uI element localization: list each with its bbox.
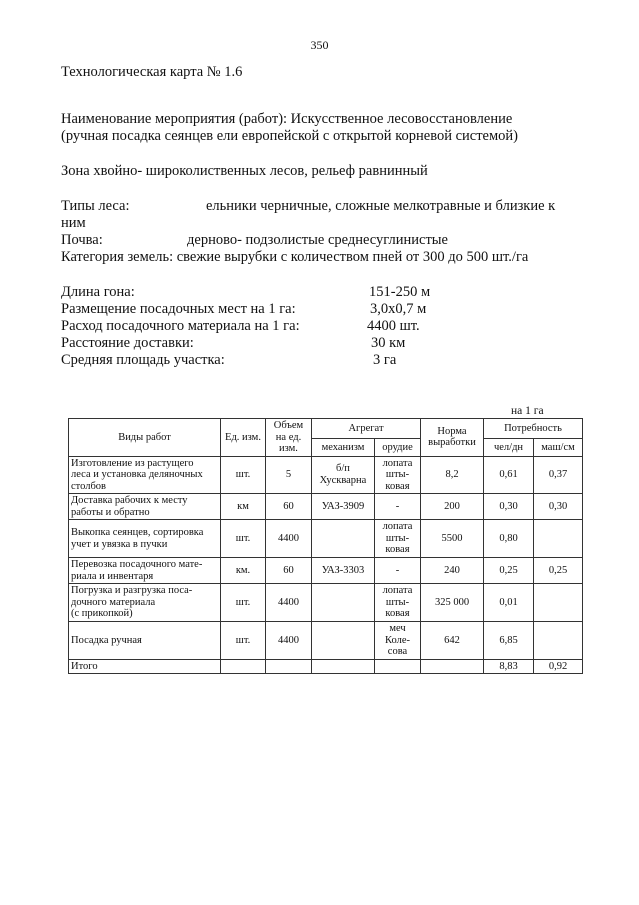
work-volume: 5 bbox=[266, 456, 312, 494]
header-demand: Потребность bbox=[484, 419, 583, 439]
work-mechanism bbox=[312, 584, 375, 622]
total-label: Итого bbox=[69, 659, 221, 674]
work-name: Изготовление из растущего леса и установка деляночных столбов bbox=[69, 456, 221, 494]
activity-name-line-1: Наименование мероприятия (работ): Искусственное лесовосстановление bbox=[61, 111, 513, 127]
work-name: Погрузка и разгрузка поса- дочного материала (с прикопкой) bbox=[69, 584, 221, 622]
table-row bbox=[69, 584, 583, 622]
param-label: Средняя площадь участка: bbox=[61, 352, 225, 368]
land-category-value: свежие вырубки с количеством пней от 300 до 500 шт./га bbox=[176, 249, 529, 265]
total-machine-shifts: 0,92 bbox=[534, 659, 583, 674]
total-empty-cell bbox=[266, 659, 312, 674]
activity-name-line-2: (ручная посадка сеянцев ели европейской с открытой корневой системой) bbox=[61, 128, 518, 144]
work-norm: 200 bbox=[421, 494, 484, 520]
work-name: Перевозка посадочного мате- риала и инвентаря bbox=[69, 558, 221, 584]
forest-types-row bbox=[61, 198, 581, 215]
work-man-days: 0,01 bbox=[484, 584, 534, 622]
header-tool: орудие bbox=[375, 439, 421, 456]
param-row-area bbox=[61, 352, 581, 369]
header-norm: Норма выработки bbox=[421, 419, 484, 457]
work-norm: 5500 bbox=[421, 520, 484, 558]
work-tool: лопата шты- ковая bbox=[375, 520, 421, 558]
header-man-days: чел/дн bbox=[484, 439, 534, 456]
soil-row bbox=[61, 232, 581, 249]
forest-types-label: Типы леса: bbox=[61, 198, 130, 214]
work-volume: 60 bbox=[266, 558, 312, 584]
work-volume: 4400 bbox=[266, 520, 312, 558]
land-category-row bbox=[61, 249, 528, 266]
work-norm: 642 bbox=[421, 622, 484, 660]
work-mechanism: УАЗ-3303 bbox=[312, 558, 375, 584]
table-row bbox=[69, 558, 583, 584]
header-volume: Объем на ед. изм. bbox=[266, 419, 312, 457]
work-mechanism bbox=[312, 622, 375, 660]
header-mechanism: механизм bbox=[312, 439, 375, 456]
soil-label: Почва: bbox=[61, 232, 103, 248]
work-name: Посадка ручная bbox=[69, 622, 221, 660]
work-man-days: 0,80 bbox=[484, 520, 534, 558]
work-norm: 325 000 bbox=[421, 584, 484, 622]
forest-types-continuation: ним bbox=[61, 215, 86, 231]
work-man-days: 0,30 bbox=[484, 494, 534, 520]
param-value: 30 км bbox=[371, 335, 406, 351]
param-label: Длина гона: bbox=[61, 284, 135, 300]
work-mechanism: б/п Хускварна bbox=[312, 456, 375, 494]
work-man-days: 0,61 bbox=[484, 456, 534, 494]
total-row bbox=[69, 659, 583, 674]
page-number: 350 bbox=[310, 38, 329, 52]
param-value: 3,0х0,7 м bbox=[370, 301, 427, 317]
work-man-days: 6,85 bbox=[484, 622, 534, 660]
total-empty-cell bbox=[421, 659, 484, 674]
table-row bbox=[69, 456, 583, 494]
soil-value: дерново- подзолистые среднесуглинистые bbox=[187, 232, 448, 248]
per-hectare-note: на 1 га bbox=[511, 405, 544, 417]
work-mechanism: УАЗ-3909 bbox=[312, 494, 375, 520]
param-row-distance bbox=[61, 335, 581, 352]
param-row-run-length bbox=[61, 284, 581, 301]
work-name: Выкопка сеянцев, сортировка учет и увязка в пучки bbox=[69, 520, 221, 558]
work-name: Доставка рабочих к месту работы и обратно bbox=[69, 494, 221, 520]
work-tool: лопата шты- ковая bbox=[375, 456, 421, 494]
work-machine-shifts bbox=[534, 584, 583, 622]
work-machine-shifts: 0,37 bbox=[534, 456, 583, 494]
work-machine-shifts: 0,25 bbox=[534, 558, 583, 584]
card-title: Технологическая карта № 1.6 bbox=[61, 64, 243, 80]
header-aggregate: Агрегат bbox=[312, 419, 421, 439]
param-label: Размещение посадочных мест на 1 га: bbox=[61, 301, 296, 317]
param-value: 151-250 м bbox=[369, 284, 431, 300]
total-empty-cell bbox=[375, 659, 421, 674]
table-row bbox=[69, 622, 583, 660]
total-empty-cell bbox=[312, 659, 375, 674]
work-mechanism bbox=[312, 520, 375, 558]
work-tool: меч Коле- сова bbox=[375, 622, 421, 660]
param-label: Расход посадочного материала на 1 га: bbox=[61, 318, 300, 334]
header-work-type: Виды работ bbox=[69, 419, 221, 457]
header-unit: Ед. изм. bbox=[221, 419, 266, 457]
work-unit: шт. bbox=[221, 584, 266, 622]
work-machine-shifts bbox=[534, 520, 583, 558]
work-unit: шт. bbox=[221, 456, 266, 494]
work-unit: шт. bbox=[221, 622, 266, 660]
param-label: Расстояние доставки: bbox=[61, 335, 194, 351]
total-empty-cell bbox=[221, 659, 266, 674]
work-volume: 60 bbox=[266, 494, 312, 520]
work-unit: км. bbox=[221, 558, 266, 584]
work-tool: - bbox=[375, 494, 421, 520]
work-volume: 4400 bbox=[266, 622, 312, 660]
param-value: 3 га bbox=[373, 352, 397, 368]
work-tool: - bbox=[375, 558, 421, 584]
param-value: 4400 шт. bbox=[367, 318, 420, 334]
work-machine-shifts: 0,30 bbox=[534, 494, 583, 520]
header-machine-shifts: маш/см bbox=[534, 439, 583, 456]
work-man-days: 0,25 bbox=[484, 558, 534, 584]
forest-zone: Зона хвойно- широколиственных лесов, рельеф равнинный bbox=[61, 163, 428, 179]
table-row bbox=[69, 520, 583, 558]
table-row bbox=[69, 494, 583, 520]
work-machine-shifts bbox=[534, 622, 583, 660]
total-man-days: 8,83 bbox=[484, 659, 534, 674]
work-unit: км bbox=[221, 494, 266, 520]
work-norm: 240 bbox=[421, 558, 484, 584]
work-unit: шт. bbox=[221, 520, 266, 558]
works-table bbox=[68, 418, 583, 674]
param-row-consumption bbox=[61, 318, 581, 335]
param-row-spacing bbox=[61, 301, 581, 318]
work-volume: 4400 bbox=[266, 584, 312, 622]
forest-types-value: ельники черничные, сложные мелкотравные и близкие к bbox=[206, 198, 556, 214]
work-tool: лопата шты- ковая bbox=[375, 584, 421, 622]
work-norm: 8,2 bbox=[421, 456, 484, 494]
land-category-label: Категория земель: bbox=[61, 249, 174, 265]
